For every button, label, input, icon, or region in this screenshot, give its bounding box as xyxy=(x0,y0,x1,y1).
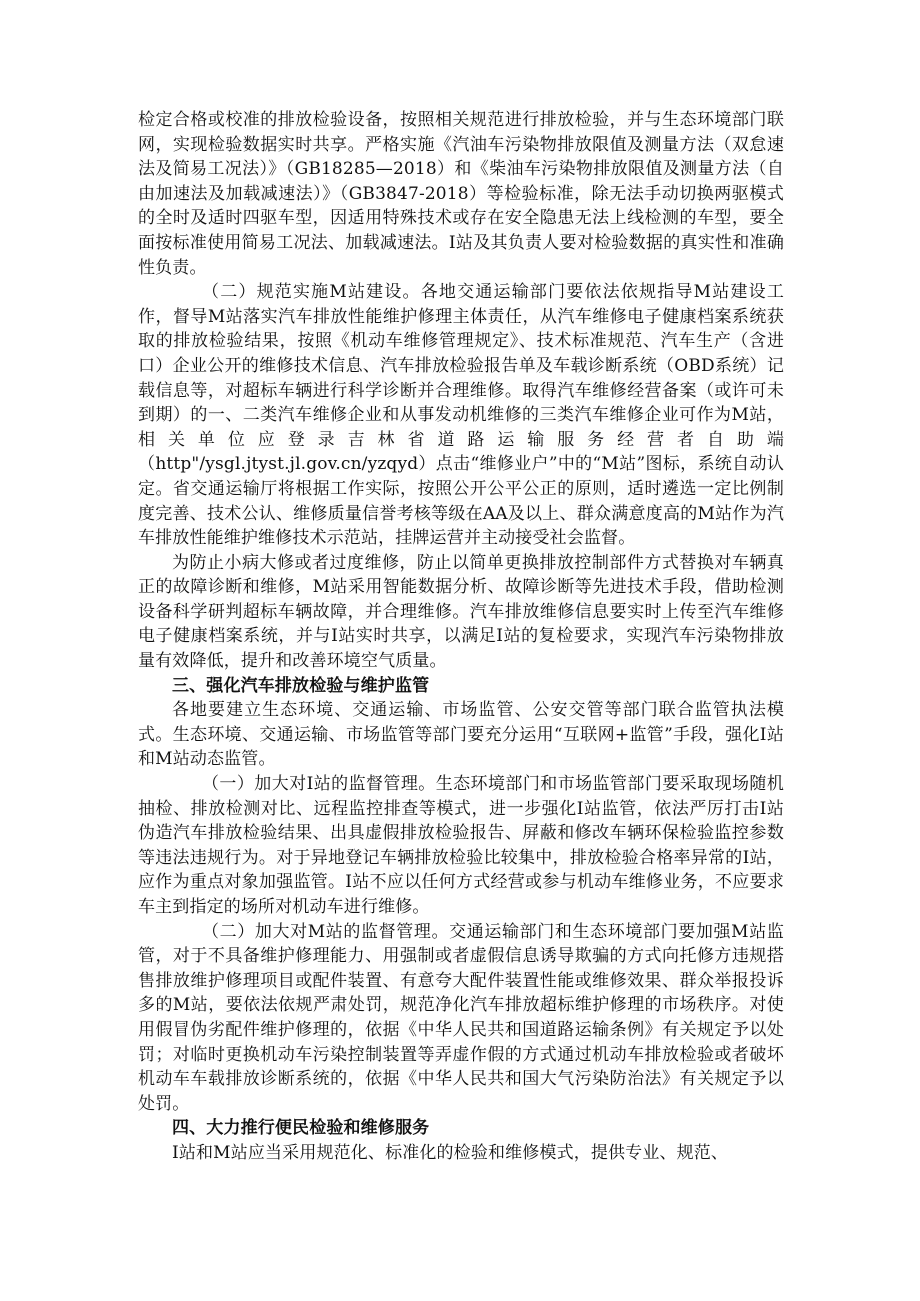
section-heading-4: 四、大力推行便民检验和维修服务 xyxy=(172,1118,430,1139)
paragraph-joint-supervision: 各地要建立生态环境、交通运输、市场监管、公安交管等部门联合监管执法模式。生态环境、交通运输、市场监管等部门要充分运用“互联网+监管”手段，强化I站和M站动态监管。 xyxy=(138,700,784,770)
paragraph-prevent-overrepair: 为防止小病大修或者过度维修，防止以简单更换排放控制部件方式替换对车辆真正的故障诊断和维修，M站采用智能数据分析、故障诊断等先进技术手段，借助检测设备科学研判超标车辆故障，并合理维修。汽车排放维修信息要实时上传至汽车维修电子健康档案系统，并与I站实时共享，以满足I站的复检要求，实现汽车污染物排放量有效降低，提升和改善环境空气质量。 xyxy=(138,552,784,672)
section-heading-3: 三、强化汽车排放检验与维护监管 xyxy=(172,675,430,696)
document-page xyxy=(138,108,784,1166)
paragraph-m-station-supervision: （二）加大对M站的监督管理。交通运输部门和生态环境部门要加强M站监管，对于不具备维护修理能力、用强制或者虚假信息诱导欺骗的方式向托修方违规搭售排放维护修理项目或配件装置、有意夸大配件装置性能或维修效果、群众举报投诉多的M站，要依法依规严肃处罚，规范净化汽车排放超标维护修理的市场秩序。对使用假冒伪劣配件维护修理的，依据《中华人民共和国道路运输条例》有关规定予以处罚；对临时更换机动车污染控制装置等弄虚作假的方式通过机动车排放检验或者破坏机动车车载排放诊断系统的，依据《中华人民共和国大气污染防治法》有关规定予以处罚。 xyxy=(138,921,784,1114)
paragraph-convenient-service: I站和M站应当采用规范化、标准化的检验和维修模式，提供专业、规范、 xyxy=(172,1142,729,1163)
paragraph-i-station-supervision: （一）加大对I站的监督管理。生态环境部门和市场监管部门要采取现场随机抽检、排放检测对比、远程监控排查等模式，进一步强化I站监管，依法严厉打击I站伪造汽车排放检验结果、出具虚假排放检验报告、屏蔽和修改车辆环保检验监控参数等违法违规行为。对于异地登记车辆排放检验比较集中，排放检验合格率异常的I站，应作为重点对象加强监管。I站不应以任何方式经营或参与机动车维修业务，不应要求车主到指定的场所对机动车进行维修。 xyxy=(138,774,784,917)
paragraph-m-station-construction: （二）规范实施M站建设。各地交通运输部门要依法依规指导M站建设工作，督导M站落实汽车排放性能维护修理主体责任，从汽车维修电子健康档案系统获取的排放检验结果，按照《机动车维修管理规定》、技术标准规范、汽车生产（含进口）企业公开的维修技术信息、汽车排放检验报告单及车载诊断系统（OBD系统）记载信息等，对超标车辆进行科学诊断并合理维修。取得汽车维修经营备案（或许可未到期）的一、二类汽车维修企业和从事发动机维修的三类汽车维修企业可作为M站，相关单位应登录吉林省道路运输服务经营者自助端（http"/ysgl.jtyst.jl.gov.cn/yzqyd）点击“维修业户”中的“M站”图标，系统自动认定。省交通运输厅将根据工作实际，按照公开公平公正的原则，适时遴选一定比例制度完善、技术公认、维修质量信誉考核等级在AA及以上、群众满意度高的M站作为汽车排放性能维护维修技术示范站，挂牌运营并主动接受社会监督。 xyxy=(138,282,784,549)
paragraph-emission-testing: 检定合格或校准的排放检验设备，按照相关规范进行排放检验，并与生态环境部门联网，实现检验数据实时共享。严格实施《汽油车污染物排放限值及测量方法（双怠速法及简易工况法）》（GB18285—2018）和《柴油车污染物排放限值及测量方法（自由加速法及加载减速法）》（GB3847-2018）等检验标准，除无法手动切换两驱模式的全时及适时四驱车型，因适用特殊技术或存在安全隐患无法上线检测的车型，要全面按标准使用简易工况法、加载减速法。I站及其负责人要对检验数据的真实性和准确性负责。 xyxy=(138,110,784,278)
